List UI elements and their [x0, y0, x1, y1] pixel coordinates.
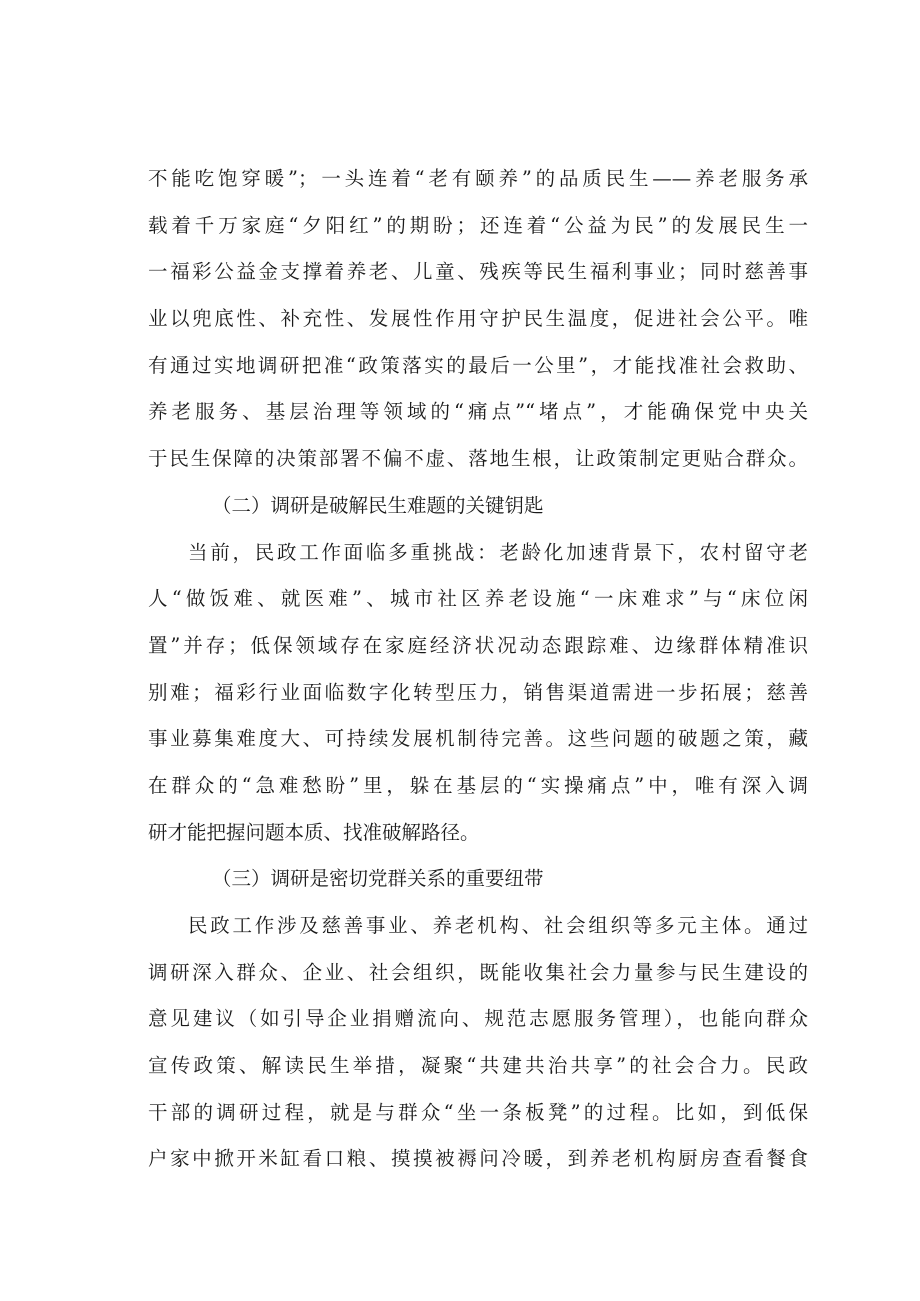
body-text: [148, 156, 808, 1183]
para3-line-5: 干部的调研过程，就是与群众“坐一条板凳”的过程。比如，到低保: [148, 1100, 808, 1124]
para3-line-3: 意见建议（如引导企业捐赠流向、规范志愿服务管理），也能向群众: [148, 1007, 808, 1031]
para1-line-5: 有通过实地调研把准“政策落实的最后一公里”，才能找准社会救助、: [148, 353, 808, 377]
para2-line-6: 在群众的“急难愁盼”里，躲在基层的“实操痛点”中，唯有深入调: [148, 773, 808, 797]
para1-line-3: 一福彩公益金支撑着养老、儿童、残疾等民生福利事业；同时慈善事: [148, 260, 808, 284]
section-heading-3: （三）调研是密切党群关系的重要纽带: [212, 867, 544, 891]
para1-line-4: 业以兜底性、补充性、发展性作用守护民生温度，促进社会公平。唯: [148, 307, 808, 331]
para2-line-4: 别难；福彩行业面临数字化转型压力，销售渠道需进一步拓展；慈善: [148, 680, 808, 704]
para3-line-4: 宣传政策、解读民生举措，凝聚“共建共治共享”的社会合力。民政: [148, 1054, 808, 1078]
para1-line-2: 载着千万家庭“夕阳红”的期盼；还连着“公益为民”的发展民生一: [148, 213, 808, 237]
para2-line-2: 人“做饭难、就医难”、城市社区养老设施“一床难求”与“床位闲: [148, 587, 808, 611]
para2-line-5: 事业募集难度大、可持续发展机制待完善。这些问题的破题之策，藏: [148, 727, 808, 751]
para3-line-6: 户家中掀开米缸看口粮、摸摸被褥问冷暖，到养老机构厨房查看餐食: [148, 1147, 808, 1171]
para2-line-7: 研才能把握问题本质、找准破解路径。: [148, 820, 480, 844]
section-heading-2: （二）调研是破解民生难题的关键钥匙: [212, 493, 544, 517]
para1-line-1: 不能吃饱穿暖”；一头连着“老有颐养”的品质民生——养老服务承: [148, 167, 808, 190]
para2-line-3: 置”并存；低保领域存在家庭经济状况动态跟踪难、边缘群体精准识: [148, 633, 808, 657]
para1-line-6: 养老服务、基层治理等领域的“痛点”“堵点”，才能确保党中央关: [148, 400, 808, 424]
para3-line-1: 民政工作涉及慈善事业、养老机构、社会组织等多元主体。通过: [188, 914, 808, 937]
para3-line-2: 调研深入群众、企业、社会组织，既能收集社会力量参与民生建设的: [148, 960, 808, 984]
para2-line-1: 当前，民政工作面临多重挑战：老龄化加速背景下，农村留守老: [188, 540, 808, 564]
para1-line-7: 于民生保障的决策部署不偏不虚、落地生根，让政策制定更贴合群众。: [148, 447, 808, 471]
